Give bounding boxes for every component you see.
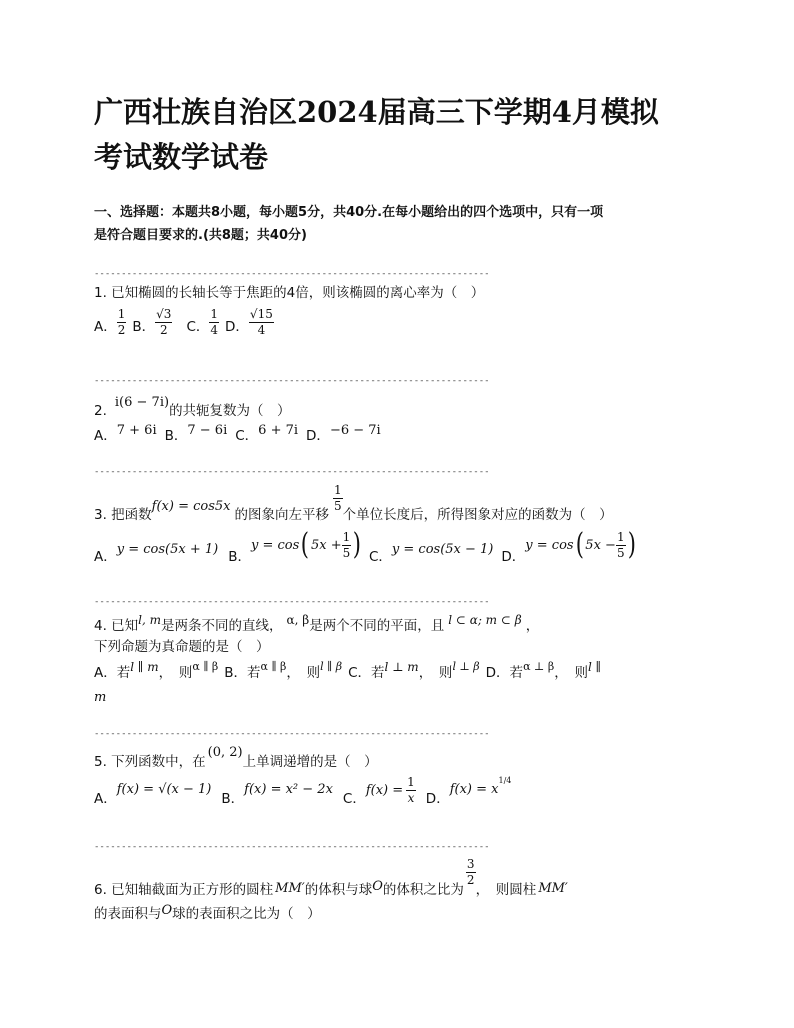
option-d-value — [449, 776, 512, 798]
function-prefix: f(x) = x — [449, 782, 499, 798]
question-6-text-c: 的体积之比为 — [382, 882, 464, 898]
question-1-stem: 1. 已知椭圆的长轴长等于焦距的4倍，则该椭圆的离心率为（ ） — [94, 285, 485, 301]
option-d-then: ， 则 — [554, 665, 588, 681]
option-label: B． — [132, 318, 156, 335]
fraction-denominator: 4 — [210, 322, 219, 337]
question-1-options — [94, 308, 274, 336]
question-6-line2-a: 的表面积与 — [94, 906, 162, 922]
option-d-value: −6 − 7i — [329, 423, 381, 438]
fraction-numerator: √15 — [249, 307, 273, 321]
function-expression: f(x) = cos5x — [151, 499, 231, 514]
option-label: B．若 — [224, 665, 261, 681]
question-number: 2. — [94, 403, 107, 419]
question-6-line2-b: 球的表面积之比为（ ） — [172, 906, 321, 922]
question-4-text-b: 是两条不同的直线， — [161, 618, 283, 634]
option-a-value: f(x) = √(x − 1) — [116, 782, 212, 798]
divider: ------------------------------------------------------------------------- — [94, 376, 490, 386]
option-label: B． — [221, 790, 245, 807]
exponent: 1/4 — [498, 776, 512, 786]
divider: ------------------------------------------------------------------------- — [94, 467, 490, 477]
fraction-denominator: 2 — [117, 322, 126, 337]
complex-expression: i(6 − 7i) — [114, 395, 170, 410]
lines-symbol: l, m — [138, 613, 162, 627]
option-a-fraction — [117, 308, 127, 336]
question-3-stem — [94, 484, 613, 523]
question-3-prefix: 3. 把函数 — [94, 507, 152, 523]
planes-symbol: α, β — [286, 613, 310, 627]
option-label: C． — [368, 548, 392, 565]
divider: ------------------------------------------------------------------------- — [94, 842, 490, 852]
fraction-numerator: √3 — [156, 307, 172, 321]
question-6-prefix: 6. 已知轴截面为正方形的圆柱 — [94, 882, 274, 898]
question-5-options — [94, 776, 511, 808]
cylinder-symbol: MM′ — [275, 881, 305, 896]
option-a-value: 7 + 6i — [116, 423, 157, 438]
fraction-numerator: 1 — [117, 307, 126, 321]
option-label: B． — [164, 428, 188, 444]
section-header-line1: 一、选择题：本题共8小题，每小题5分，共40分.在每小题给出的四个选项中，只有一项 — [94, 205, 604, 220]
fraction-denominator: 4 — [257, 322, 266, 337]
option-c-fraction — [209, 308, 219, 336]
option-c-value — [366, 776, 416, 804]
option-label: A． — [94, 548, 117, 565]
option-label: C．若 — [348, 665, 385, 681]
option-d-fraction — [249, 308, 274, 336]
question-4-text-c: 是两个不同的平面，且 — [309, 618, 445, 634]
fraction-numerator: 1 — [210, 307, 219, 321]
question-5-suffix: 上单调递增的是（ ） — [242, 754, 378, 770]
option-label: A． — [94, 318, 117, 335]
option-label: A．若 — [94, 665, 131, 681]
cos-prefix: y = cos — [250, 537, 300, 553]
question-2-stem — [94, 396, 291, 419]
fraction-numerator: 3 — [466, 857, 475, 871]
option-c-value: 6 + 7i — [258, 423, 299, 438]
fraction-denominator: 2 — [159, 322, 168, 337]
option-label: C． — [342, 790, 366, 807]
question-2-options — [94, 424, 381, 444]
fraction-numerator: 1 — [616, 529, 625, 544]
option-c-fraction — [406, 776, 416, 804]
option-d-result-continued: m — [94, 690, 107, 705]
fraction-numerator: 1 — [407, 775, 415, 789]
volume-ratio-fraction — [466, 858, 476, 886]
fraction-denominator: 5 — [342, 545, 351, 560]
cos-inner: 5x − — [585, 537, 616, 553]
cos-inner: 5x + — [310, 537, 342, 553]
question-3-options — [94, 527, 637, 566]
option-label: D． — [225, 318, 249, 335]
question-3-mid: 的图象向左平移 — [234, 507, 329, 523]
fraction-denominator: 5 — [334, 498, 342, 513]
question-2-text: 的共轭复数为（ ） — [169, 403, 291, 419]
option-label: A． — [94, 790, 117, 807]
option-c-then: ， 则 — [418, 665, 453, 681]
option-b-fraction — [155, 308, 172, 336]
option-c-value: y = cos(5x − 1) — [391, 542, 494, 557]
option-label: D．若 — [485, 665, 524, 681]
question-4-stem — [94, 614, 539, 634]
option-label: C． — [186, 318, 210, 335]
option-label: D． — [501, 548, 526, 565]
interval-expression: (0, 2) — [207, 745, 243, 760]
option-b-value: 7 − 6i — [187, 423, 228, 438]
option-b-value: y = cos ( 5x + $\frac{1}{5}$ ) — [250, 527, 362, 562]
question-6-stem — [94, 858, 568, 898]
fraction-numerator: 1 — [342, 529, 351, 544]
shift-fraction — [333, 484, 343, 512]
option-b-then: ， 则 — [286, 665, 321, 681]
fraction-denominator: x — [407, 790, 415, 805]
question-5-prefix: 5. 下列函数中，在 — [94, 754, 206, 770]
option-c-condition: l ⊥ m — [384, 660, 419, 674]
ball-symbol: O — [372, 879, 383, 894]
option-label: D． — [425, 790, 450, 807]
divider: ------------------------------------------------------------------------- — [94, 597, 490, 607]
cos-prefix: y = cos — [525, 537, 574, 553]
question-4-line2: 下列命题为真命题的是（ ） — [94, 639, 270, 655]
divider: ------------------------------------------------------------------------- — [94, 729, 490, 739]
function-prefix: f(x) = — [365, 782, 404, 798]
exam-title-line1: 广西壮族自治区2024届高三下学期4月模拟 — [94, 95, 659, 129]
option-b-result: l ∥ β — [320, 660, 343, 673]
exam-title-line2: 考试数学试卷 — [94, 140, 269, 174]
fraction-denominator: 5 — [616, 545, 625, 560]
option-a-then: ， 则 — [158, 665, 193, 681]
option-a-value: y = cos(5x + 1) — [116, 542, 219, 557]
option-label: A． — [94, 428, 117, 444]
ball-symbol: O — [161, 903, 173, 918]
fraction-numerator: 1 — [334, 483, 342, 497]
option-a-condition: l ∥ m — [130, 660, 159, 674]
option-b-fraction — [342, 531, 352, 559]
divider: ------------------------------------------------------------------------- — [94, 269, 490, 279]
condition-expression: l ⊂ α; m ⊂ β — [448, 613, 522, 627]
option-d-value: y = cos ( 5x − $\frac{1}{5}$ ) — [525, 527, 636, 562]
option-label: D． — [306, 428, 330, 444]
question-5-stem — [94, 746, 378, 770]
question-6-text-b: 的体积与球 — [304, 882, 373, 898]
option-a-result: α ∥ β — [192, 660, 219, 673]
option-label: C． — [235, 428, 259, 444]
option-d-result: l ∥ — [587, 660, 602, 674]
question-6-text-d: ， 则圆柱 — [475, 882, 537, 898]
question-4-options — [94, 661, 601, 681]
question-4-text-d: ， — [525, 618, 540, 634]
option-d-fraction — [616, 531, 626, 559]
question-6-line2 — [94, 904, 321, 922]
section-header-line2: 是符合题目要求的.(共8题；共40分) — [94, 228, 307, 243]
fraction-denominator: 2 — [466, 872, 475, 887]
option-d-condition: α ⊥ β — [523, 660, 555, 673]
cylinder-symbol: MM′ — [538, 881, 568, 896]
question-4-prefix: 4. 已知 — [94, 618, 139, 634]
option-b-condition: α ∥ β — [260, 660, 287, 673]
option-b-value: f(x) = x² − 2x — [244, 782, 333, 798]
option-label: B． — [228, 548, 251, 565]
option-c-result: l ⊥ β — [452, 660, 480, 673]
question-3-suffix: 个单位长度后，所得图象对应的函数为（ ） — [342, 507, 613, 523]
